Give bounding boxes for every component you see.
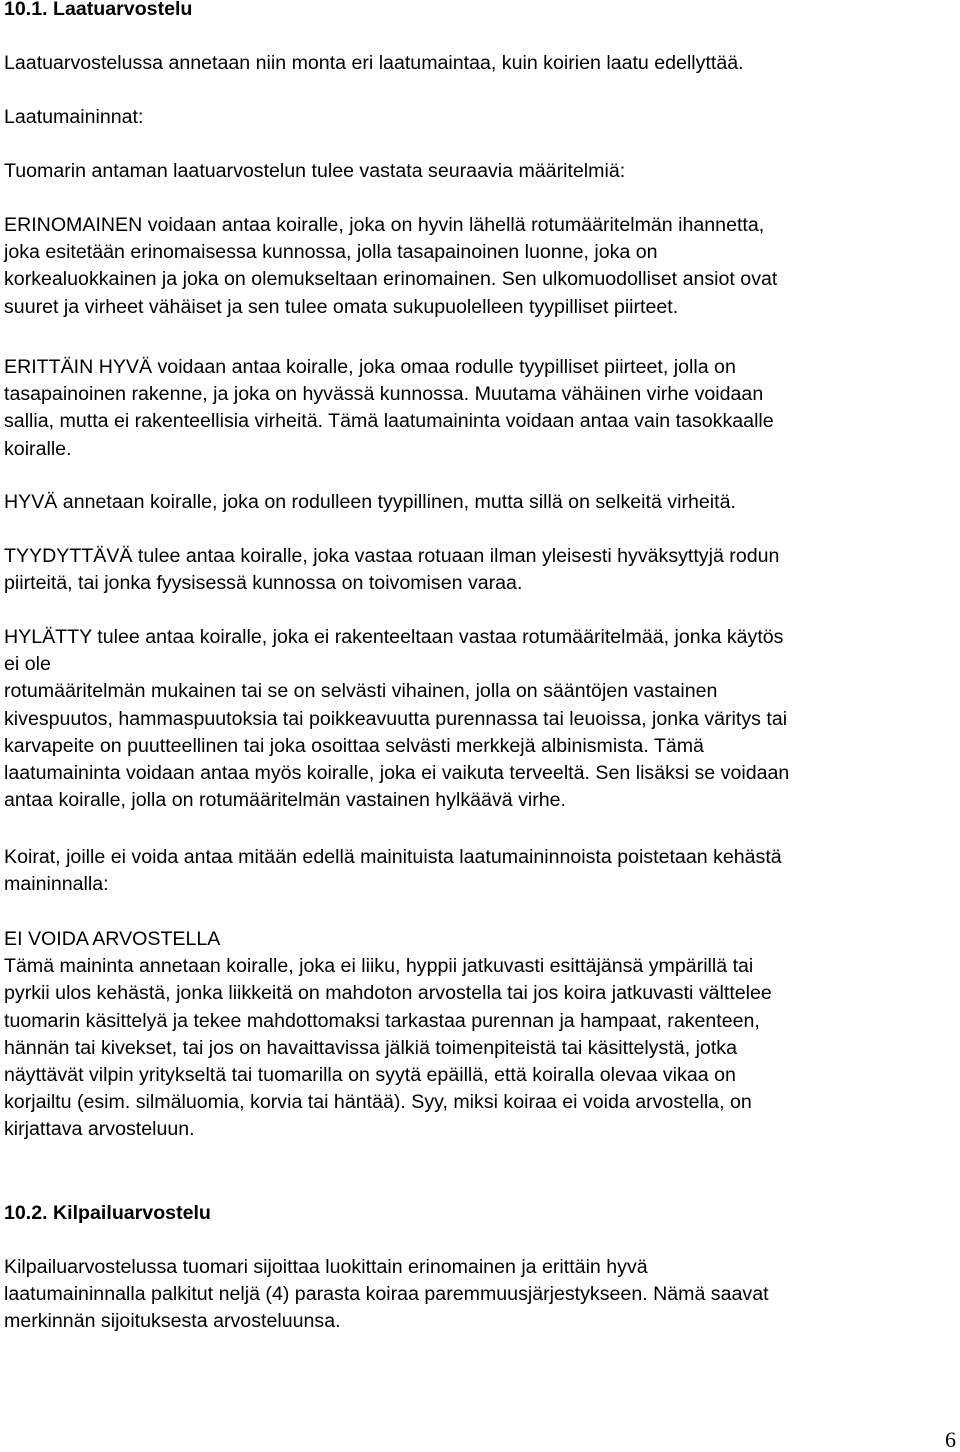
paragraph-hylatty [4, 624, 789, 814]
text-line: korkealuokkainen ja joka on olemukseltaan erinomainen. Sen ulkomuodolliset ansiot ovat [4, 268, 778, 291]
text-line: kivespuutos, hammaspuutoksia tai poikkeavuutta purennassa tai leuoissa, jonka väritys tai [4, 707, 788, 730]
text-line: joka esitetään erinomaisessa kunnossa, jolla tasapainoinen luonne, joka on [4, 241, 658, 264]
paragraph-erinomainen [4, 212, 777, 321]
paragraph-hyva [4, 489, 736, 516]
text-line: Tämä maininta annetaan koiralle, joka ei liiku, hyppii jatkuvasti esittäjänsä ympärillä tai [4, 955, 754, 978]
text-line: tasapainoinen rakenne, ja joka on hyvässä kunnossa. Muutama vähäinen virhe voidaan [4, 383, 764, 406]
section-heading-laatuarvostelu: 10.1. Laatuarvostelu [4, 0, 193, 20]
text-line: laatumaininta voidaan antaa myös koiralle, joka ei vaikuta terveeltä. Sen lisäksi se voidaan [4, 762, 790, 785]
subheading-ei-voida-arvostella: EI VOIDA ARVOSTELLA [4, 928, 221, 950]
text-line: karvapeite on puutteellinen tai joka osoittaa selvästi merkkejä albinismista. Tämä [4, 734, 704, 757]
text-line: rotumääritelmän mukainen tai se on selvästi vihainen, jolla on sääntöjen vastainen [4, 680, 718, 703]
page-number: 6 [945, 1427, 956, 1452]
text-line: laatumaininnalla palkitut neljä (4) parasta koiraa paremmuusjärjestykseen. Nämä saavat [4, 1283, 769, 1306]
text-line: TYYDYTTÄVÄ tulee antaa koiralle, joka vastaa rotuaan ilman yleisesti hyväksyttyjä rodun [4, 545, 780, 567]
text-line: Koirat, joille ei voida antaa mitään edellä mainituista laatumaininnoista poistetaan kehästä [4, 846, 782, 868]
text-line: ERINOMAINEN voidaan antaa koiralle, joka on hyvin lähellä rotumääritelmän ihannetta, [4, 214, 765, 236]
text-line: HYLÄTTY tulee antaa koiralle, joka ei rakenteeltaan vastaa rotumääritelmää, jonka käytös [4, 626, 784, 648]
text-line: hännän tai kivekset, tai jos on havaittavissa jälkiä toimenpiteistä tai käsittelystä, jotka [4, 1036, 737, 1059]
section-heading-kilpailuarvostelu: 10.2. Kilpailuarvostelu [4, 1202, 211, 1224]
text-line: koiralle. [4, 437, 72, 460]
paragraph-removed [4, 844, 782, 898]
text-line: sallia, mutta ei rakenteellisia virheitä. Tämä laatumaininta voidaan antaa vain tasokkaalle [4, 410, 774, 433]
text-line: korjailtu (esim. silmäluomia, korvia tai häntää). Syy, miksi koiraa ei voida arvostella, on [4, 1091, 752, 1114]
text-line: maininnalla: [4, 873, 109, 896]
label-laatumaininnat: Laatumaininnat: [4, 106, 144, 128]
text-line: merkinnän sijoituksesta arvosteluunsa. [4, 1310, 341, 1333]
paragraph-ei-voida-arvostella [4, 926, 772, 1144]
text-line: pyrkii ulos kehästä, jonka liikkeitä on mahdoton arvostella tai jos koira jatkuvasti välttelee [4, 982, 772, 1005]
text-line: suuret ja virheet vähäiset ja sen tulee omata sukupuolelleen tyypilliset piirteet. [4, 295, 679, 318]
text-line: HYVÄ annetaan koiralle, joka on rodulleen tyypillinen, mutta sillä on selkeitä virheitä. [4, 491, 736, 513]
paragraph-kilpailuarvostelu [4, 1254, 769, 1336]
text-line: kirjattava arvosteluun. [4, 1118, 195, 1141]
text-line: näyttävät vilpin yritykseltä tai tuomarilla on syytä epäillä, että koiralla olevaa vikaa on [4, 1064, 736, 1087]
text-line: ERITTÄIN HYVÄ voidaan antaa koiralle, joka omaa rodulle tyypilliset piirteet, jolla on [4, 356, 736, 378]
text-line: ei ole [4, 653, 51, 676]
text-line: Kilpailuarvostelussa tuomari sijoittaa luokittain erinomainen ja erittäin hyvä [4, 1256, 648, 1278]
intro-paragraph: Laatuarvostelussa annetaan niin monta eri laatumaintaa, kuin koirien laatu edellyttää. [4, 52, 744, 74]
lead-paragraph: Tuomarin antaman laatuarvostelun tulee vastata seuraavia määritelmiä: [4, 160, 626, 182]
text-line: piirteitä, tai jonka fyysisessä kunnossa on toivomisen varaa. [4, 572, 523, 595]
text-line: tuomarin käsittelyä ja tekee mahdottomaksi tarkastaa purennan ja hampaat, rakenteen, [4, 1009, 760, 1032]
text-line: antaa koiralle, jolla on rotumääritelmän vastainen hylkäävä virhe. [4, 789, 566, 812]
paragraph-erittain-hyva [4, 354, 774, 463]
paragraph-tyydyttava [4, 543, 779, 597]
